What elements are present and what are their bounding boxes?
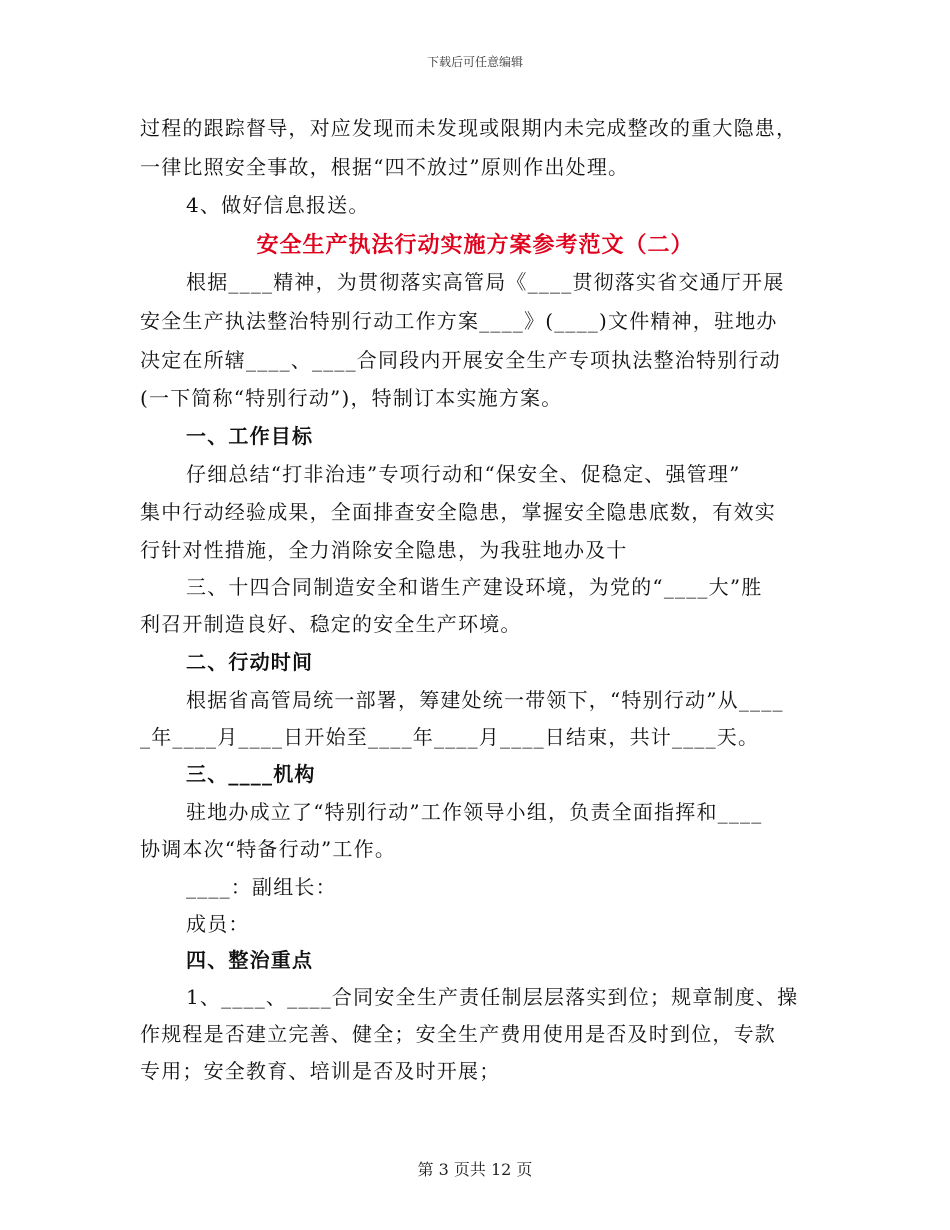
body-line: 驻地办成立了“特别行动”工作领导小组，负责全面指挥和____ [186, 800, 763, 824]
page-footer: 第 3 页共 12 页 [417, 1160, 533, 1179]
list-item: 4、做好信息报送。 [186, 193, 370, 217]
body-line: 决定在所辖____、____合同段内开展安全生产专项执法整治特别行动 [140, 348, 781, 372]
body-line: 作规程是否建立完善、健全；安全生产费用使用是否及时到位，专款 [140, 1022, 776, 1046]
body-line: 1、____、____合同安全生产责任制层层落实到位；规章制度、操 [186, 985, 799, 1009]
section-heading: 三、____机构 [186, 762, 316, 786]
body-line: 安全生产执法整治特别行动工作方案____》(____)文件精神，驻地办 [140, 309, 778, 333]
body-line: 专用；安全教育、培训是否及时开展； [140, 1059, 501, 1083]
body-line: _年____月____日开始至____年____月____日结束，共计____天。 [140, 725, 760, 749]
body-line: 集中行动经验成果，全面排查安全隐患，掌握安全隐患底数，有效实 [140, 500, 776, 524]
page-header: 下载后可任意编辑 [426, 55, 523, 69]
body-line: ____：副组长： [186, 875, 337, 899]
body-line: 协调本次“特备行动”工作。 [140, 837, 397, 861]
section-heading: 二、行动时间 [186, 650, 314, 674]
body-line: 一律比照安全事故，根据“四不放过”原则作出处理。 [140, 155, 630, 179]
section-heading: 四、整治重点 [186, 948, 314, 972]
body-line: 行针对性措施，全力消除安全隐患，为我驻地办及十 [140, 538, 628, 562]
body-line: 成员： [186, 912, 250, 936]
body-line: 过程的跟踪督导，对应发现而未发现或限期内未完成整改的重大隐患， [140, 116, 798, 140]
body-line: 三、十四合同制造安全和谐生产建设环境，为党的“____大”胜 [186, 575, 763, 599]
section-heading: 一、工作目标 [186, 424, 314, 448]
document-title: 安全生产执法行动实施方案参考范文（二） [256, 232, 694, 258]
body-line: 根据省高管局统一部署，筹建处统一带领下，“特别行动”从____ [186, 688, 784, 712]
body-line: (一下简称“特别行动”)，特制订本实施方案。 [140, 386, 563, 410]
body-line: 仔细总结“打非治违”专项行动和“保安全、促稳定、强管理” [186, 462, 741, 486]
body-line: 利召开制造良好、稳定的安全生产环境。 [140, 612, 522, 636]
body-line: 根据____精神，为贯彻落实高管局《____贯彻落实省交通厅开展 [186, 270, 785, 294]
